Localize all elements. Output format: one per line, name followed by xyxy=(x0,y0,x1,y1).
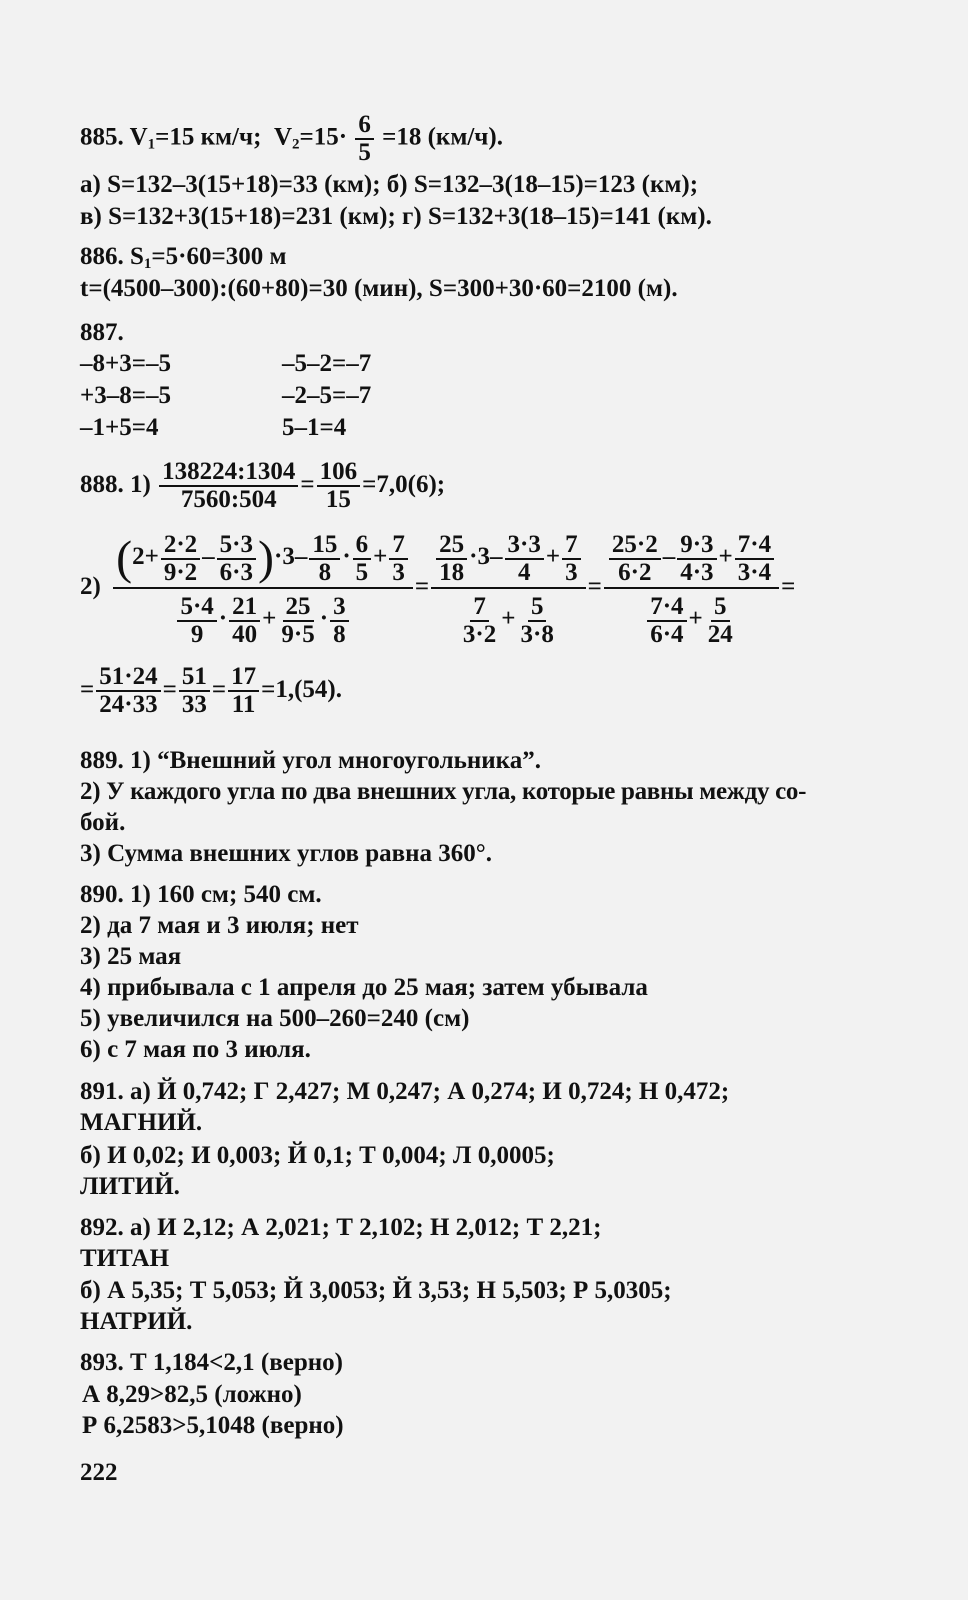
s1-subscript: 1 xyxy=(143,256,152,272)
s1-value: =5·60=300 м xyxy=(151,243,287,270)
fraction-result-3: $\frac{17}{11}$ xyxy=(228,664,259,718)
s1-symbol: S xyxy=(130,243,144,270)
problem-891-number: 891. xyxy=(80,1078,124,1105)
v2-subscript: 2 xyxy=(292,136,300,153)
problem-887-number: 887. xyxy=(80,319,124,346)
problem-885-line-a: а) S=132–3(15+18)=33 (км); б) S=132–3(18–15)=123 (км); xyxy=(80,171,699,198)
problem-892-line3: б) А 5,35; Т 5,053; Й 3,0053; Й 3,53; Н 5,503; Р 5,0305; xyxy=(80,1277,672,1304)
problem-888-part2: 2) (2+ $\frac{2\cdot 2}{9\cdot 2}$ – $\frac{5\cdot 3}{6\cdot 3}$ )·3– $\frac{15}{8}$ · $\frac{6}{5}$ + $\frac{7}{3}$ $\frac{5\cdot 4}{9}$ · $\frac{21}{40}$ + $\frac{25}{9\cdot 5}$ · $\frac{3}{8}$ = $\frac{25}{18}$ ·3– $\frac{3\cdot 3}{4}$ + $\frac{7}{3}$ $\frac{7}{3\cdot 2}$ + $\frac{5}{3\cdot 8}$ = $\frac{25\cdot 2}{6\cdot 2}$ – $\frac{9\cdot 3}{4\cdot 3}$ + $\frac{7\cdot 4}{3\cdot 4}$ $\frac{7\cdot 4}{6\cdot 4}$ + $\frac{5}{24}$ = xyxy=(80,522,795,652)
problem-886-number: 886. xyxy=(80,243,124,270)
problem-893-line3: Р 6,2583>5,1048 (верно) xyxy=(82,1412,344,1439)
problem-887-left-column xyxy=(80,348,171,444)
problem-893-line1 xyxy=(80,1348,343,1378)
problem-887-right-column xyxy=(282,348,371,444)
answer-text: Т 1,184<2,1 (верно) xyxy=(130,1349,343,1376)
problem-890-line2: 2) да 7 мая и 3 июля; нет xyxy=(80,912,359,939)
problem-889-number: 889. xyxy=(80,747,124,774)
fraction-result-2: $\frac{51}{33}$ xyxy=(179,664,210,718)
answer-text: а) И 2,12; А 2,021; Т 2,102; Н 2,012; Т 2,21; xyxy=(130,1214,602,1241)
problem-890-line6: 6) с 7 мая по 3 июля. xyxy=(80,1036,311,1063)
problem-891-line4: ЛИТИЙ. xyxy=(80,1173,180,1200)
equation: 5–1=4 xyxy=(282,414,347,441)
problem-886-line2: t=(4500–300):(60+80)=30 (мин), S=300+30·60=2100 (м). xyxy=(80,275,678,302)
equation: –2–5=–7 xyxy=(282,382,372,409)
problem-890-number: 890. xyxy=(80,881,124,908)
problem-889-line1 xyxy=(80,746,541,776)
big-fraction-left: (2+ $\frac{2\cdot 2}{9\cdot 2}$ – $\frac{5\cdot 3}{6\cdot 3}$ )·3– $\frac{15}{8}$ · $\frac{6}{5}$ + $\frac{7}{3}$ $\frac{5\cdot 4}{9}$ · $\frac{21}{40}$ + $\frac{25}{9\cdot 5}$ · $\frac{3}{8}$ xyxy=(113,527,413,649)
part2-label: 2) xyxy=(80,573,101,600)
equation: –8+3=–5 xyxy=(80,350,171,377)
page-number: 222 xyxy=(80,1459,118,1486)
problem-891-line3: б) И 0,02; И 0,003; Й 0,1; Т 0,004; Л 0,0005; xyxy=(80,1142,555,1169)
equation: –5–2=–7 xyxy=(282,350,372,377)
problem-885-line1 xyxy=(80,112,503,170)
problem-892-line2: ТИТАН xyxy=(80,1245,170,1272)
problem-890-line4: 4) прибывала с 1 апреля до 25 мая; затем убывала xyxy=(80,974,648,1001)
part1-label: 1) xyxy=(130,471,151,498)
answer-text: 1) 160 см; 540 см. xyxy=(130,881,322,908)
v2-result: =18 (км/ч). xyxy=(382,123,503,151)
answer-text: а) Й 0,742; Г 2,427; М 0,247; А 0,274; И 0,724; Н 0,472; xyxy=(130,1078,730,1105)
fraction-6-5: $\frac{6}{5}$ xyxy=(355,112,374,166)
problem-890-line1 xyxy=(80,880,322,910)
problem-889-line2: 2) У каждого угла по два внешних угла, которые равны между со- xyxy=(80,778,807,805)
problem-885-line-b: в) S=132+3(15+18)=231 (км); г) S=132+3(18–15)=141 (км). xyxy=(80,203,712,230)
part1-result: =7,0(6); xyxy=(362,471,446,498)
problem-891-line2: МАГНИЙ. xyxy=(80,1109,203,1136)
fraction-106-15: $\frac{106}{15}$ xyxy=(317,459,361,513)
big-fraction-middle: $\frac{25}{18}$ ·3– $\frac{3\cdot 3}{4}$ + $\frac{7}{3}$ $\frac{7}{3\cdot 2}$ + $\frac{5}{3\cdot 8}$ xyxy=(431,527,585,649)
problem-893-number: 893. xyxy=(80,1349,124,1376)
equation: –1+5=4 xyxy=(80,414,159,441)
problem-888-number: 888. xyxy=(80,471,124,498)
problem-888-part1: 888. 1) $\frac{138224:1304}{7560:504}$ = $\frac{106}{15}$ =7,0(6); xyxy=(80,458,446,514)
problem-892-line1 xyxy=(80,1213,602,1243)
problem-885-number: 885. xyxy=(80,123,124,151)
big-fraction-right: $\frac{25\cdot 2}{6\cdot 2}$ – $\frac{9\cdot 3}{4\cdot 3}$ + $\frac{7\cdot 4}{3\cdot 4}$ $\frac{7\cdot 4}{6\cdot 4}$ + $\frac{5}{24}$ xyxy=(604,527,779,649)
v2-value: =15· xyxy=(299,123,348,151)
equation: +3–8=–5 xyxy=(80,382,171,409)
problem-890-line3: 3) 25 мая xyxy=(80,943,182,970)
problem-892-line4: НАТРИЙ. xyxy=(80,1308,193,1335)
v1-subscript: 1 xyxy=(147,136,156,153)
problem-889-line4: 3) Сумма внешних углов равна 360°. xyxy=(80,840,493,867)
v2-symbol: V xyxy=(273,123,292,151)
problem-891-line1 xyxy=(80,1077,729,1107)
problem-893-line2: А 8,29>82,5 (ложно) xyxy=(82,1381,302,1408)
result-value: =1,(54). xyxy=(261,676,342,703)
problem-888-result: = $\frac{51\cdot 24}{24\cdot 33}$ = $\frac{51}{33}$ = $\frac{17}{11}$ =1,(54). xyxy=(80,663,342,719)
v1-value: =15 км/ч; xyxy=(155,123,262,151)
fraction-result-1: $\frac{51\cdot 24}{24\cdot 33}$ xyxy=(96,664,160,718)
answer-text: 1) “Внешний угол многоугольника”. xyxy=(130,747,541,774)
fraction-quotients: $\frac{138224:1304}{7560:504}$ xyxy=(159,459,298,513)
v1-symbol: V xyxy=(129,123,148,151)
problem-892-number: 892. xyxy=(80,1214,124,1241)
problem-890-line5: 5) увеличился на 500–260=240 (см) xyxy=(80,1005,470,1032)
problem-889-line3: бой. xyxy=(80,809,126,836)
